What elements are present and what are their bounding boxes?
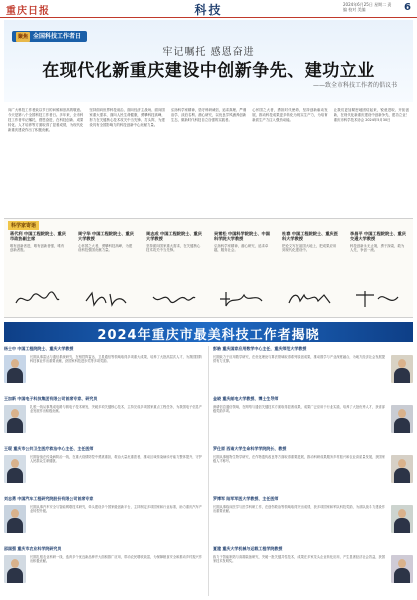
- awardee-title: 杨士中 中国工程院院士、重庆大学教授: [4, 346, 74, 351]
- handwritten-signature-icon: [14, 289, 60, 309]
- signer-name: 李昌平 中国工程院院士、重庆交通大学教授: [350, 231, 406, 242]
- section-title: 科技: [194, 3, 223, 17]
- awardee-description: 致力于智能制造与高端装备研究，突破一批关键共性技术，成果在多家龙头企业转化应用，产生显著经济社会效益，获国家技术发明奖。: [213, 555, 385, 564]
- awardee-portrait: [391, 405, 413, 433]
- awardee-portrait: [4, 405, 26, 433]
- article-body: [8, 108, 409, 214]
- signer-quote: 弘扬科学家精神，潜心研究，追求卓越，服务社会。: [214, 243, 269, 253]
- awardee-description: 扎根一线从事集成电路与微电子技术研发，突破多项关键核心技术，主持完成多项国家重点工程任务，为我国电子信息产业发展作出积极贡献。: [30, 405, 202, 414]
- handwritten-signature-icon: [218, 289, 264, 309]
- signer-name: 周志成 中国工程院院士、重庆大学教授: [146, 231, 202, 242]
- article-column: 坚持面向世界科技前沿、面向经济主战场、面向国家重大需求、面向人民生命健康，勇攀科技高峰，努力在关键核心技术攻关中当先锋、打头阵，为建设具有全国影响力的科技创新中心贡献力量。: [89, 108, 165, 127]
- handwritten-signature-icon: [82, 289, 128, 309]
- handwritten-signature-icon: [354, 289, 400, 309]
- awardee-portrait: [391, 455, 413, 483]
- page-number: 6: [404, 2, 411, 13]
- awards-banner-title: 2024年重庆市最美科技工作者揭晓: [97, 328, 320, 343]
- masthead: [0, 0, 417, 18]
- section-tag: [12, 31, 87, 42]
- tag-seal: 聚焦: [18, 34, 29, 40]
- awardee-description: 长期从事植物生物学研究，在作物遗传改良等方面取得重要进展，推动科研成果服务乡村振兴和农业高质量发展，获国家级人才称号。: [213, 455, 385, 464]
- signer-card: [282, 231, 338, 315]
- signer-quote: 心怀国之大者，勇攀科技高峰，为建设科技强国贡献力量。: [78, 243, 133, 253]
- signer-card: [350, 231, 406, 315]
- awardee-title: 夏建 重庆大学机械与运载工程学院教授: [213, 546, 283, 551]
- awardee-description: 长期扎根农业科研一线，选育多个优良新品种并大面积推广应用，带动农民增收致富，为保障粮食安全和推动乡村振兴作出积极贡献。: [30, 555, 202, 564]
- signer-quote: 把论文写在祖国大地上，把成果应用到现代化建设中。: [282, 243, 337, 253]
- awardee-profile: [213, 546, 413, 592]
- newspaper-name: 重庆日报: [6, 6, 50, 17]
- article-column: 心怀国之大者，勇担时代使命，坚持创新驱动发展，推动科技成果更多转化为现实生产力，为培育新质生产力注入强劲动能。: [252, 108, 328, 122]
- grid-divider: [208, 346, 209, 596]
- signer-card: [78, 231, 134, 315]
- awardee-title: 王加新 中国电子科技集团有限公司首席专家、研究员: [4, 396, 98, 401]
- signer-quote: 科技创新永无止境，勇于探索，敢为人先，争创一流。: [350, 243, 405, 253]
- awardee-title: 罗仕原 西南大学生命科学学院院长、教授: [213, 446, 287, 451]
- awardee-title: 王琨 重庆市公共卫生医疗救治中心主任、主任医师: [4, 446, 94, 451]
- awardee-title: 彭皓 重庆国家应用数学中心主任，重庆师范大学教授: [213, 346, 307, 351]
- awardee-profile: [4, 496, 204, 542]
- awardee-description: 深耕信息通信领域，在网络与通信关键技术方面取得显著成果，成果广泛应用于行业实践，培养了大批优秀人才，获省部级奖励多项。: [213, 405, 385, 414]
- awardee-description: 长期从事临床医学与医学科研工作，在创伤救治等领域取得突出成绩，获多项国家和军队科技奖励，为部队战斗力建设作出重要贡献。: [213, 505, 385, 514]
- awardee-profile: [4, 446, 204, 492]
- awardee-portrait: [4, 455, 26, 483]
- signer-quote: 坚持面向国家重大需求，在关键核心技术攻关中当先锋。: [146, 243, 201, 253]
- awardee-profile: [4, 396, 204, 442]
- signer-card: [10, 231, 66, 315]
- article-column: 让我们更加紧密地团结起来，锐意进取、开拓创新，在现代化新重庆建设中创新争先、建功立业！重庆市科学技术协会 2024年5月30日: [333, 108, 410, 122]
- awardee-profile: [213, 496, 413, 542]
- tag-label: 全国科技工作者日: [33, 33, 82, 40]
- article-column: 向广大科技工作者致以节日的问候和崇高的敬意。今天是第八个全国科技工作者日。多年来，全市科技工作者牢记嘱托，感恩奋进，在科技创新、成果转化、人才培养等方面取得了显著成绩，为现代化新重庆建设作出了积极贡献。: [8, 108, 84, 132]
- signer-name: 吴雪松 中国科学院院士、中国科学院大学教授: [214, 231, 270, 242]
- awardee-portrait: [4, 505, 26, 533]
- awardee-profile: [4, 546, 204, 592]
- awardee-profile: [213, 446, 413, 492]
- handwritten-signature-icon: [150, 289, 196, 309]
- awardee-portrait: [4, 555, 26, 583]
- awardee-title: 刘志勇 中国汽车工程研究院股份有限公司首席专家: [4, 496, 94, 501]
- signer-name: 蒋代利 中国工程院院士、重庆市政协副主席: [10, 231, 66, 242]
- awardee-portrait: [391, 555, 413, 583]
- awardee-grid: [4, 346, 413, 596]
- signer-card: [146, 231, 202, 315]
- awardee-profile: [213, 346, 413, 392]
- signer-quote: 唯有创新者进，唯有创新者强，唯有创新者胜。: [10, 243, 65, 253]
- headline-byline: ——致全市科技工作者的倡议书: [312, 82, 397, 89]
- signer-name: 周宁华 中国工程院院士、重庆大学教授: [78, 231, 134, 242]
- signer-name: 杜春 中国工程院院士、重庆医科大学教授: [282, 231, 338, 242]
- awardee-title: 罗博军 陆军军医大学教授、主任医师: [213, 496, 279, 501]
- signer-card: [214, 231, 270, 315]
- awardee-description: 长期从事雷达与通信系统研究，在相控阵雷达、卫星通信等领域取得多项重大成果，培养了大批高层次人才，为我国国防科技事业作出重要贡献，获国家科技进步奖等多项奖励。: [30, 355, 202, 364]
- awardee-profile: [213, 396, 413, 442]
- awardee-title: 金晓 重庆邮电大学教授、博士生导师: [213, 396, 279, 401]
- article-column: 弘扬科学家精神，恪守科研诚信，追求真理、严谨治学、淡泊名利、潜心研究，以优良学风涵养创新生态，做新时代科技自立自强的实践者。: [170, 108, 247, 122]
- subheadline: 牢记嘱托 感恩奋进: [162, 47, 255, 58]
- signature-band: [4, 218, 413, 318]
- handwritten-signature-icon: [286, 289, 332, 309]
- awardee-title: 邵国强 重庆市农业科学院研究员: [4, 546, 62, 551]
- awardee-portrait: [391, 355, 413, 383]
- awardee-profile: [4, 346, 204, 392]
- awardee-description: 长期从事汽车安全与智能网联技术研究，牵头建设多个国家级创新平台，主持制定多项国家和行业标准，助力重庆汽车产业转型升级。: [30, 505, 202, 514]
- awardee-description: 长期致力于应用数学研究，在优化理论与算法领域取得系列原创成果，推动数学与产业深度融合，为地方经济社会发展提供有力支撑。: [213, 355, 385, 364]
- main-headline: 在现代化新重庆建设中创新争先、建功立业: [42, 61, 375, 81]
- issue-meta: 2024年6月25日 星期二 责编 校对 美编: [343, 2, 392, 12]
- awardee-portrait: [391, 505, 413, 533]
- signature-band-label: 科学家寄语: [8, 221, 39, 230]
- awardee-portrait: [4, 355, 26, 383]
- awardee-description: 长期奋战在传染病防治一线，在重大疫情防控中勇挑重担，救治大量危重患者，推动区域传染病诊疗能力整体提升，守护人民群众生命健康。: [30, 455, 202, 464]
